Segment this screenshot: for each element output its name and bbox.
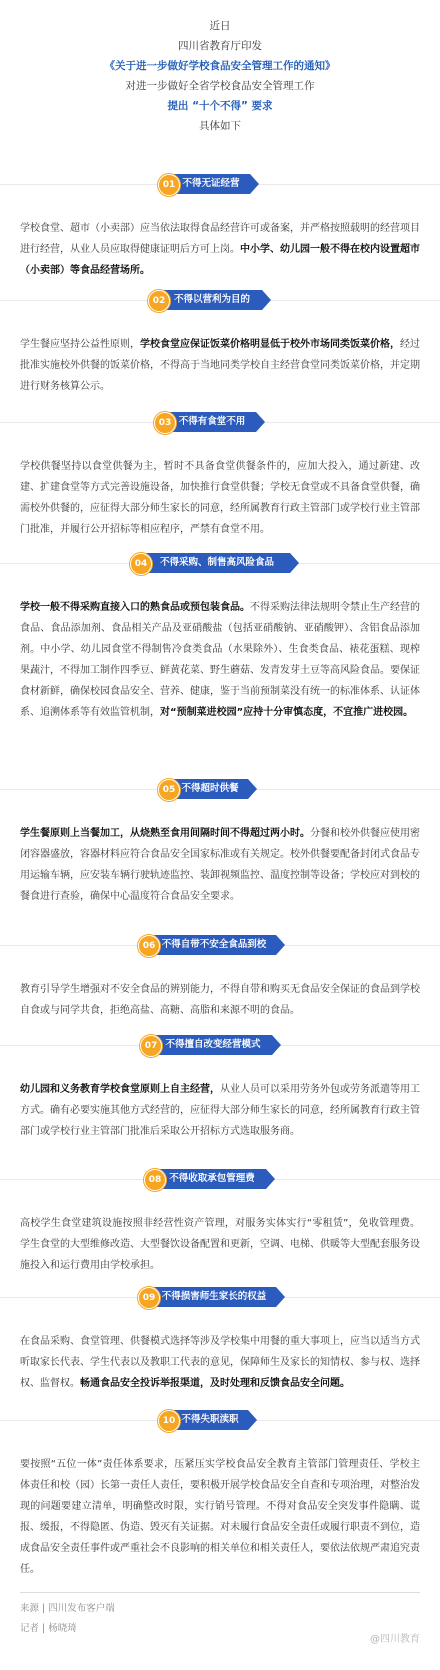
section-header	[0, 288, 440, 312]
intro-notice-title: 《关于进一步做好学校食品安全管理工作的通知》	[104, 60, 336, 72]
section-body: 学生餐应坚持公益性原则，学校食堂应保证饭菜价格明显低于校外市场同类饭菜价格，经过批准实施校外供餐的饭菜价格，不得高于当地同类学校自主经营食堂同类饭菜价格，并定期进行财务核算公示。	[20, 339, 420, 392]
section-body: 学生餐原则上当餐加工，从烧熟至食用间隔时间不得超过两小时。分餐和校外供餐应使用密闭容器盛放，容器材料应符合食品安全国家标准或有关规定。校外供餐要配备封闭式食品专用运输车辆，应安装车辆行驶轨迹监控、装卸视频监控、温度控制等设备；学校应对到校的餐食进行查验，确保中心温度符合食品安全要求。	[20, 828, 420, 902]
section-header	[0, 1285, 440, 1309]
section-title: 不得收取承包管理费	[158, 1169, 266, 1189]
section-title: 不得损害师生家长的权益	[152, 1287, 276, 1307]
section-number-badge: 06	[138, 935, 160, 957]
section-header	[0, 933, 440, 957]
section-body: 学校供餐坚持以食堂供餐为主，暂时不具备食堂供餐条件的，应加大投入，通过新建、改建、扩建食堂等方式完善设施设备，加快推行食堂供餐；学校无食堂或不具备食堂供餐，确需校外供餐的，应征得大部分师生家长的同意，经所属教育行政主管部门或学校行业主管部门批准，并履行公开招标等相应程序，严禁有食堂不用。	[20, 461, 420, 535]
section-title: 不得以营利为目的	[162, 290, 262, 310]
section-title: 不得无证经营	[172, 174, 250, 194]
section-06	[0, 933, 440, 1021]
section-07	[0, 1033, 440, 1142]
article-footer	[20, 1592, 420, 1639]
section-body: 学校食堂、超市（小卖部）应当依法取得食品经营许可或备案，并严格按照载明的经营项目进行经营，从业人员应取得健康证明后方可上岗。中小学、幼儿园一般不得在校内设置超市（小卖部）等食品经营场所。	[20, 223, 420, 276]
section-08	[0, 1167, 440, 1276]
footer-divider	[20, 1592, 420, 1593]
section-number-badge: 07	[140, 1035, 162, 1057]
section-title: 不得超时供餐	[172, 779, 248, 799]
section-05	[0, 777, 440, 907]
section-title: 不得有食堂不用	[168, 412, 256, 432]
source-credit: 来源 | 四川发布客户端	[20, 1603, 115, 1614]
section-number-badge: 04	[130, 553, 152, 575]
section-body: 在食品采购、食堂管理、供餐模式选择等涉及学校集中用餐的重大事项上，应当以适当方式听取家长代表、学生代表以及教职工代表的意见，保障师生及家长的知情权、参与权、选择权、监督权。畅通食品安全投诉举报渠道，及时处理和反馈食品安全问题。	[20, 1336, 420, 1389]
section-10	[0, 1408, 440, 1580]
section-header	[0, 1033, 440, 1057]
section-title: 不得擅自改变经营模式	[154, 1035, 272, 1055]
section-number-badge: 10	[158, 1410, 180, 1432]
section-body: 幼儿园和义务教育学校食堂原则上自主经营，从业人员可以采用劳务外包或劳务派遣等用工方式。确有必要实施其他方式经营的，应征得大部分师生家长的同意，经所属教育行政主管部门或学校行业主管部门批准后采取公开招标方式选取服务商。	[20, 1084, 420, 1137]
section-02	[0, 288, 440, 397]
section-header	[0, 777, 440, 801]
reporter-credit: 记者 | 杨晓琦	[20, 1623, 77, 1634]
section-header	[0, 551, 440, 575]
section-title: 不得失职渎职	[172, 1410, 248, 1430]
intro-highlight: 提出 “十个不得” 要求	[167, 100, 273, 112]
section-09	[0, 1285, 440, 1394]
section-03	[0, 410, 440, 540]
section-number-badge: 09	[138, 1287, 160, 1309]
intro-line-2: 四川省教育厅印发	[178, 40, 262, 52]
section-number-badge: 03	[154, 412, 176, 434]
section-number-badge: 01	[158, 174, 180, 196]
section-header	[0, 1408, 440, 1432]
intro-line-1: 近日	[209, 20, 231, 32]
section-number-badge: 08	[144, 1169, 166, 1191]
section-04	[0, 551, 440, 723]
section-number-badge: 05	[158, 779, 180, 801]
section-header	[0, 410, 440, 434]
intro-block	[0, 0, 440, 136]
weibo-watermark: @四川教育	[370, 1634, 420, 1645]
section-header	[0, 172, 440, 196]
section-01	[0, 172, 440, 281]
section-title: 不得自带不安全食品到校	[152, 935, 276, 955]
section-title: 不得采购、制售高风险食品	[144, 553, 290, 573]
intro-line-6: 具体如下	[199, 120, 241, 132]
section-body: 高校学生食堂建筑设施按照非经营性资产管理，对服务实体实行“零租赁”，免收管理费。学生食堂的大型维修改造、大型餐饮设备配置和更新，空调、电梯、供暖等大型配套服务设施投入和运行费用由学校承担。	[20, 1218, 420, 1271]
section-body: 要按照“五位一体”责任体系要求，压紧压实学校食品安全教育主管部门管理责任、学校主体责任和校（园）长第一责任人责任，要积极开展学校食品安全自查和专项治理，对整治发现的问题要建立清单，明确整改时限，实行销号管理。不得对食品安全突发事件隐瞒、谎报、缓报，不得隐匿、伪造、毁灭有关证据。对未履行食品安全责任或履行职责不到位，造成食品安全责任事件或严重社会不良影响的相关单位和相关责任人，要依法依规严肃追究责任。	[20, 1459, 420, 1575]
section-header	[0, 1167, 440, 1191]
section-body: 教育引导学生增强对不安全食品的辨别能力，不得自带和购买无食品安全保证的食品到学校自食或与同学共食，拒绝高盐、高糖、高脂和来源不明的食品。	[20, 984, 420, 1016]
section-number-badge: 02	[148, 290, 170, 312]
intro-line-4: 对进一步做好全省学校食品安全管理工作	[125, 80, 315, 92]
section-body: 学校一般不得采购直接入口的熟食品或预包装食品。不得采购法律法规明令禁止生产经营的食品、食品添加剂、食品相关产品及亚硝酸盐（包括亚硝酸钠、亚硝酸钾）、含铝食品添加剂。中小学、幼儿园食堂不得制售冷食类食品（水果除外）、生食类食品、裱花蛋糕、现榨果蔬汁，不得加工制作四季豆、鲜黄花菜、野生蘑菇、发青发芽土豆等高风险食品。要保证食材新鲜，确保校园食品安全、营养、健康，鉴于当前预制菜没有统一的标准体系、认证体系、追溯体系等有效监管机制，对“预制菜进校园”应持十分审慎态度，不宜推广进校园。	[20, 602, 420, 718]
